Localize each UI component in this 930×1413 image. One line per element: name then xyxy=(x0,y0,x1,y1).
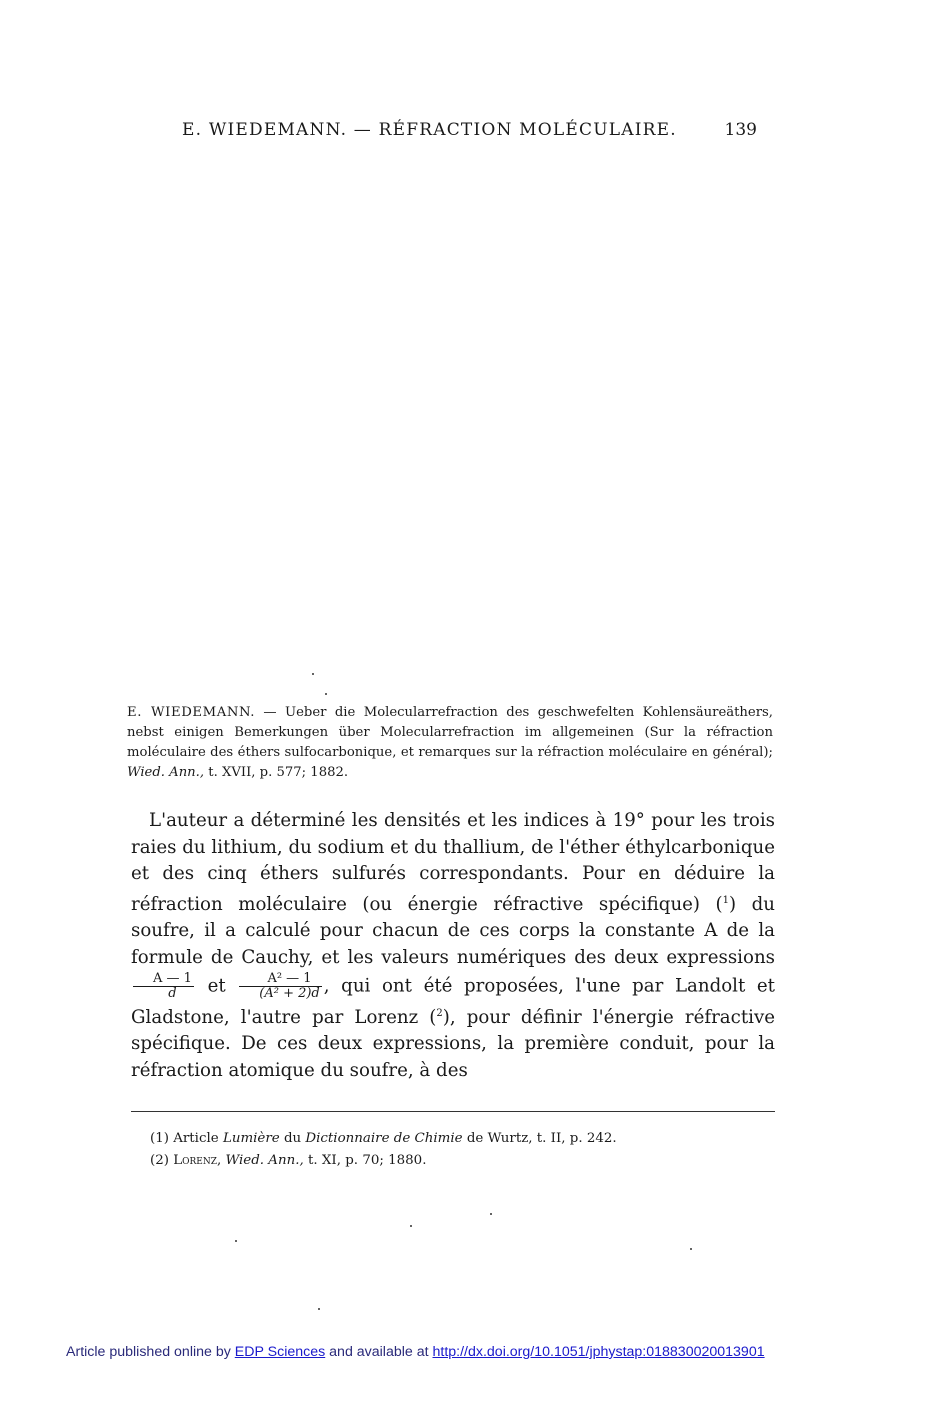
body-text-part4: , qui ont été proposées, l'une par Landolt et Gladstone, l'autre par Lorenz ( xyxy=(131,975,775,1028)
footnote-1-text: de Wurtz, t. II, p. 242. xyxy=(462,1131,617,1146)
footnote-1 xyxy=(150,1128,770,1150)
footnote-2-text: t. XI, p. 70; 1880. xyxy=(303,1153,427,1168)
page-number: 139 xyxy=(724,120,757,140)
abstract-citation: t. XVII, p. 577; 1882. xyxy=(204,765,349,780)
fraction-denominator: (A² + 2)d xyxy=(259,985,320,1001)
credit-prefix: Article published online by xyxy=(66,1344,235,1360)
body-text-part3: et xyxy=(195,975,238,997)
fraction-numerator: A — 1 xyxy=(133,972,194,987)
footnote-1-italic: Lumière xyxy=(222,1131,280,1146)
footnote-1-text: du xyxy=(279,1131,306,1146)
speck xyxy=(318,1308,320,1310)
footnote-mark-1: 1 xyxy=(722,894,730,906)
footnote-2-journal: Wied. Ann., xyxy=(221,1153,304,1168)
footnote-rule xyxy=(131,1111,775,1112)
footnote-2 xyxy=(150,1150,770,1172)
abstract-text: — Ueber die Molecularrefraction des geschwefelten Kohlensäureäthers, nebst einigen Bemerkungen über Molecularrefraction im allgemeinen (Sur la réfraction moléculaire des éthers sulfocarbonique, et remarques sur la réfraction moléculaire en général); xyxy=(127,705,773,760)
credit-middle: and available at xyxy=(325,1344,433,1360)
abstract-journal: Wied. Ann., xyxy=(127,765,205,780)
body-text-part1: L'auteur a déterminé les densités et les indices à 19° pour les trois raies du lithium, du sodium et du thallium, de l'éther éthylcarbonique et des cinq éthers sulfurés correspondants. Pour en déduire la réfraction moléculaire (ou énergie réfractive spécifique) ( xyxy=(131,810,775,915)
body-text-part2: ) du soufre, il a calculé pour chacun de ces corps la constante A de la formule de Cauchy, et les valeurs numériques des deux expressions xyxy=(131,893,775,969)
fraction-lorenz xyxy=(239,972,322,1001)
publication-credit xyxy=(66,1344,866,1360)
body-text-part5: ), pour définir l'énergie réfractive spécifique. De ces deux expressions, la première conduit, pour la réfraction atomique du soufre, à des xyxy=(131,1006,775,1081)
doi-link[interactable]: http://dx.doi.org/10.1051/jphystap:018830020013901 xyxy=(432,1344,765,1360)
footnote-mark-2: 2 xyxy=(436,1007,443,1019)
speck xyxy=(410,1225,412,1227)
footnote-1-label: (1) xyxy=(150,1131,169,1146)
fraction-denominator: d xyxy=(168,985,177,1001)
running-title: E. WIEDEMANN. — RÉFRACTION MOLÉCULAIRE. xyxy=(182,120,677,140)
publisher-link[interactable]: EDP Sciences xyxy=(234,1344,326,1360)
speck xyxy=(490,1213,492,1215)
speck xyxy=(690,1248,692,1250)
footnote-2-label: (2) xyxy=(150,1153,169,1168)
abstract-author: E. WIEDEMANN. xyxy=(127,705,256,720)
fraction-landolt xyxy=(133,972,194,1001)
footnote-1-italic: Dictionnaire de Chimie xyxy=(305,1131,463,1146)
footnotes xyxy=(150,1128,770,1172)
bibliographic-abstract xyxy=(127,703,773,783)
speck xyxy=(325,693,327,695)
speck xyxy=(235,1240,237,1242)
fraction-numerator: A² — 1 xyxy=(239,972,322,987)
body-paragraph xyxy=(131,808,775,1084)
speck xyxy=(312,673,314,675)
footnote-1-text: Article xyxy=(168,1131,223,1146)
footnote-2-author: Lorenz, xyxy=(168,1153,222,1168)
